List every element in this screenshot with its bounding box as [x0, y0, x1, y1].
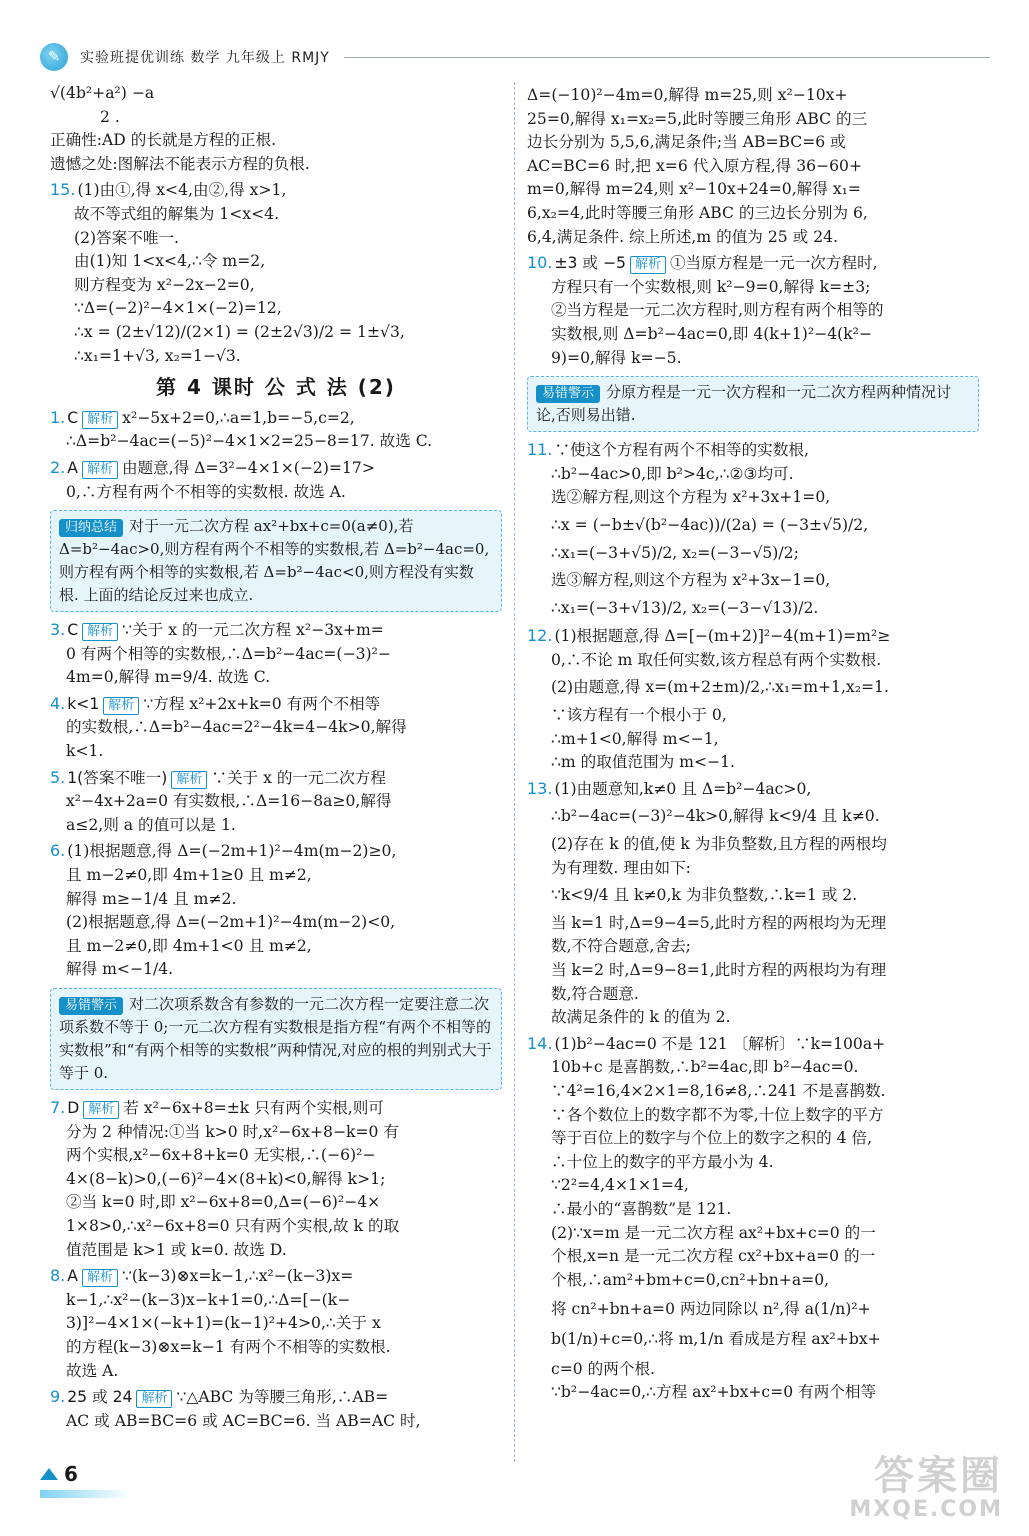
- left-column: [50, 82, 502, 1433]
- answer-text: 个根,x=n 是一元二次方程 cx²+bx+a=0 的一: [551, 1247, 876, 1266]
- answer-text: ∵关于 x 的一元二次方程 x²−3x+m=: [122, 621, 384, 640]
- question-number: 2.: [50, 457, 66, 477]
- answer-text: ∴十位上的数字的平方最小为 4.: [551, 1152, 774, 1171]
- answer-text: Δ=(−10)²−4m=0,解得 m=25,则 x²−10x+: [527, 86, 848, 104]
- answer-text: ∴m+1<0,解得 m<−1,: [551, 729, 719, 748]
- question-6: [50, 839, 502, 982]
- answer-text: 故不等式组的解集为 1<x<4.: [74, 204, 280, 223]
- warning-label: 易错警示: [536, 385, 600, 403]
- answer-text: b(1/n)+c=0,∴将 m,1/n 看成是方程 ax²+bx+: [551, 1329, 881, 1348]
- page-number-block: [40, 1462, 78, 1486]
- answer-text: 两个实根,x²−6x+8+k=0 无实根,∴(−6)²−: [66, 1146, 376, 1165]
- answer-choice: k<1: [67, 694, 100, 713]
- answer-text: (1)b²−4ac=0 不是 121 〔解析〕∵k=100a+: [554, 1034, 886, 1053]
- answer-text: a≤2,则 a 的值可以是 1.: [66, 815, 236, 834]
- answer-text: ∴最小的“喜鹊数”是 121.: [551, 1199, 732, 1218]
- answer-text: ∵k<9/4 且 k≠0,k 为非负整数,∴k=1 或 2.: [551, 886, 858, 905]
- answer-text: 3)]²−4×1×(−k+1)=(k−1)²+4>0,∴关于 x: [66, 1314, 381, 1333]
- intro-line: √(4b²+a²) −a: [50, 84, 155, 102]
- answer-text: ∴b²−4ac>0,即 b²>4c,∴②③均可.: [551, 464, 794, 483]
- intro-line: 2 .: [100, 107, 120, 126]
- answer-text: x²−4x+2a=0 有实数根,∴Δ=16−8a≥0,解得: [66, 792, 392, 811]
- warning-box: [527, 376, 979, 432]
- answer-text: 方程只有一个实数根,则 k²−9=0,解得 k=±3;: [551, 277, 871, 296]
- answer-text: AC 或 AB=BC=6 或 AC=BC=6. 当 AB=AC 时,: [66, 1411, 421, 1430]
- answer-text: 的方程(k−3)⊗x=k−1 有两个不相等的实数根.: [66, 1337, 391, 1356]
- answer-text: (2)存在 k 的值,使 k 为非负整数,且方程的两根均: [551, 835, 887, 854]
- answer-text: ∵该方程有一个根小于 0,: [551, 706, 727, 725]
- answer-text: (1)由题意知,k≠0 且 Δ=b²−4ac>0,: [554, 779, 812, 798]
- answer-text: 选③解方程,则这个方程为 x²+3x−1=0,: [551, 571, 831, 590]
- answer-text: x²−5x+2=0,∴a=1,b=−5,c=2,: [122, 408, 355, 427]
- question-2: [50, 456, 502, 504]
- question-number: 3.: [50, 620, 66, 640]
- warning-box: [50, 988, 502, 1090]
- answer-text: ∵2²=4,4×1×1=4,: [551, 1176, 689, 1195]
- analysis-tag: 解析: [82, 1269, 118, 1287]
- answer-text: 当 k=1 时,Δ=9−4=5,此时方程的两根均为无理: [551, 913, 887, 932]
- answer-text: ∴m 的取值范围为 m<−1.: [551, 753, 735, 772]
- book-logo-icon: ✎: [40, 43, 68, 71]
- answer-choice: A: [67, 1267, 78, 1286]
- intro-line: 正确性:AD 的长就是方程的正根.: [50, 131, 277, 150]
- answer-text: (1)由①,得 x<4,由②,得 x>1,: [77, 181, 287, 200]
- question-8: [50, 1264, 502, 1383]
- summary-box: [50, 510, 502, 612]
- answer-text: 由(1)知 1<x<4,∴令 m=2,: [74, 252, 266, 271]
- footer-band: [40, 1490, 130, 1498]
- question-number: 5.: [50, 767, 66, 787]
- answer-text: 且 m−2≠0,即 4m+1≥0 且 m≠2,: [66, 866, 312, 885]
- answer-text: ∵b²−4ac=0,∴方程 ax²+bx+c=0 有两个相等: [551, 1383, 877, 1402]
- question-5: [50, 766, 502, 838]
- analysis-tag: 解析: [630, 256, 666, 274]
- answer-text: 故满足条件的 k 的值为 2.: [551, 1008, 731, 1027]
- answer-text: ∴x₁=1+√3, x₂=1−√3.: [74, 346, 241, 365]
- question-number: 6.: [50, 841, 66, 861]
- question-7: [50, 1096, 502, 1262]
- answer-text: AC=BC=6 时,把 x=6 代入原方程,得 36−60+: [527, 156, 863, 175]
- answer-text: (1)根据题意,得 Δ=(−2m+1)²−4m(m−2)≥0,: [67, 842, 397, 861]
- question-13: [527, 777, 979, 1030]
- answer-text: ∵△ABC 为等腰三角形,∴AB=: [176, 1388, 389, 1407]
- watermark-main: 答案圈: [874, 1453, 1003, 1499]
- answer-text: ①当原方程是一元一次方程时,: [669, 254, 878, 273]
- answer-text: k<1.: [66, 742, 104, 761]
- answer-text: 实数根,则 Δ=b²−4ac=0,即 4(k+1)²−4(k²−: [551, 324, 872, 343]
- question-number: 1.: [50, 407, 66, 427]
- answer-text: ∴x = (2±√12)/(2×1) = (2±2√3)/2 = 1±√3,: [74, 322, 405, 341]
- analysis-tag: 解析: [82, 411, 118, 429]
- question-4: [50, 692, 502, 764]
- right-column: [527, 82, 979, 1405]
- answer-choice: D: [67, 1099, 80, 1117]
- answer-choice: C: [67, 621, 79, 640]
- answer-text: 4m=0,解得 m=9/4. 故选 C.: [66, 668, 271, 687]
- answer-text: ∵各个数位上的数字都不为零,十位上数字的平方: [551, 1105, 884, 1124]
- watermark-sub: MXQE.COM: [849, 1497, 1003, 1522]
- answer-text: (2)根据题意,得 Δ=(−2m+1)²−4m(m−2)<0,: [66, 913, 396, 932]
- answer-text: 1×8>0,∴x²−6x+8=0 只有两个实根,故 k 的取: [66, 1216, 400, 1235]
- answer-choice: A: [67, 458, 78, 477]
- answer-choice: C: [67, 408, 79, 427]
- answer-text: ∵4²=16,4×2×1=8,16≠8,∴241 不是喜鹊数.: [551, 1081, 886, 1100]
- question-number: 15.: [50, 180, 76, 200]
- answer-text: ∵关于 x 的一元二次方程: [211, 768, 386, 787]
- answer-text: 选②解方程,则这个方程为 x²+3x+1=0,: [551, 488, 831, 507]
- intro-line: 遗憾之处:图解法不能表示方程的负根.: [50, 154, 310, 173]
- answer-text: ②当 k=0 时,即 x²−6x+8=0,Δ=(−6)²−4×: [66, 1193, 381, 1212]
- answer-text: 若 x²−6x+8=±k 只有两个实根,则可: [123, 1099, 384, 1117]
- answer-text: 分为 2 种情况:①当 k>0 时,x²−6x+8−k=0 有: [66, 1122, 400, 1141]
- summary-label: 归纳总结: [59, 519, 123, 537]
- answer-text: 且 m−2≠0,即 4m+1<0 且 m≠2,: [66, 936, 312, 955]
- watermark: [833, 1442, 1003, 1522]
- answer-text: 数,不符合题意,舍去;: [551, 937, 691, 956]
- answer-text: ∵(k−3)⊗x=k−1,∴x²−(k−3)x=: [121, 1267, 354, 1286]
- question-number: 11.: [527, 440, 553, 460]
- answer-text: 故选 A.: [66, 1361, 119, 1380]
- warning-text: 对二次项系数含有参数的一元二次方程一定要注意二次项系数不等于 0;一元二次方程有实数根是指方程“有两个不相等的实数根”和“有两个相等的实数根”两种情况,对应的根的判别式大于等于 0.: [59, 995, 492, 1082]
- answer-text: 值范围是 k>1 或 k=0. 故选 D.: [66, 1240, 287, 1259]
- answer-text: (2)答案不唯一.: [74, 228, 180, 247]
- answer-text: 由题意,得 Δ=3²−4×1×(−2)=17>: [121, 458, 375, 477]
- warning-label: 易错警示: [59, 997, 123, 1015]
- analysis-tag: 解析: [103, 697, 139, 715]
- question-number: 10.: [527, 253, 553, 273]
- question-1: [50, 406, 502, 454]
- answer-text: ∴Δ=b²−4ac=(−5)²−4×1×2=25−8=17. 故选 C.: [66, 432, 433, 451]
- answer-text: ∵方程 x²+2x+k=0 有两个不相等: [143, 694, 381, 713]
- answer-choice: ±3 或 −5: [554, 254, 626, 273]
- question-10: [527, 251, 979, 370]
- header-rule: [344, 57, 990, 58]
- page-header: [40, 40, 990, 74]
- answer-text: (2)由题意,得 x=(m+2±m)/2,∴x₁=m+1,x₂=1.: [551, 678, 889, 697]
- answer-text: 0,∴方程有两个不相等的实数根. 故选 A.: [66, 482, 346, 501]
- analysis-tag: 解析: [171, 771, 207, 789]
- answer-text: 9)=0,解得 k=−5.: [551, 348, 682, 367]
- answer-text: 10b+c 是喜鹊数,∴b²=4ac,即 b²−4ac=0.: [551, 1058, 859, 1077]
- answer-text: ∴b²−4ac=(−3)²−4k>0,解得 k<9/4 且 k≠0.: [551, 807, 880, 826]
- question-14: [527, 1032, 979, 1405]
- answer-text: 则方程变为 x²−2x−2=0,: [74, 275, 255, 294]
- question-9-continued: [527, 84, 979, 249]
- answer-text: (1)根据题意,得 Δ=[−(m+2)]²−4(m+1)=m²≥: [554, 627, 891, 646]
- question-15: [50, 178, 502, 368]
- answer-choice: 25 或 24: [67, 1388, 133, 1407]
- answer-text: ②当方程是一元二次方程时,则方程有两个相等的: [551, 301, 884, 320]
- question-number: 14.: [527, 1033, 553, 1053]
- answer-text: ∵使这个方程有两个不相等的实数根,: [554, 441, 809, 460]
- answer-text: 解得 m<−1/4.: [66, 960, 174, 979]
- analysis-tag: 解析: [83, 1101, 119, 1119]
- answer-text: 解得 m≥−1/4 且 m≠2.: [66, 889, 237, 908]
- answer-text: 4×(8−k)>0,(−6)²−4×(8+k)<0,解得 k>1;: [66, 1169, 386, 1188]
- answer-text: ∴x₁=(−3+√5)/2, x₂=(−3−√5)/2;: [551, 543, 799, 562]
- question-11: [527, 438, 979, 620]
- answer-text: 25=0,解得 x₁=x₂=5,此时等腰三角形 ABC 的三: [527, 109, 868, 128]
- question-number: 12.: [527, 626, 553, 646]
- answer-text: ∴x₁=(−3+√13)/2, x₂=(−3−√13)/2.: [551, 598, 819, 617]
- answer-text: 6,4,满足条件. 综上所述,m 的值为 25 或 24.: [527, 227, 839, 246]
- question-number: 8.: [50, 1266, 66, 1286]
- answer-text: 等于百位上的数字与个位上的数字之积的 4 倍,: [551, 1129, 873, 1148]
- answer-text: 当 k=2 时,Δ=9−8=1,此时方程的两根均为有理: [551, 961, 887, 979]
- page-number: 6: [64, 1462, 78, 1486]
- answer-text: ∵Δ=(−2)²−4×1×(−2)=12,: [74, 299, 282, 318]
- lesson-title: 第 4 课时 公 式 法 (2): [156, 375, 396, 400]
- answer-text: m=0,解得 m=24,则 x²−10x+24=0,解得 x₁=: [527, 180, 861, 199]
- question-12: [527, 624, 979, 775]
- question-number: 4.: [50, 693, 66, 713]
- answer-text: 的实数根,∴Δ=b²−4ac=2²−4k=4−4k>0,解得: [66, 718, 407, 737]
- question-9: [50, 1385, 502, 1433]
- analysis-tag: 解析: [82, 461, 118, 479]
- question-number: 9.: [50, 1387, 66, 1407]
- answer-choice: 1(答案不唯一): [67, 768, 168, 787]
- answer-text: 边长分别为 5,5,6,满足条件;当 AB=BC=6 或: [527, 133, 846, 152]
- summary-text: 对于一元二次方程 ax²+bx+c=0(a≠0),若 Δ=b²−4ac>0,则方程有两个不相等的实数根,若 Δ=b²−4ac=0,则方程有两个相等的实数根,若 Δ=b²−4ac<0,则方程没有实数根. 上面的结论反过来也成立.: [59, 517, 490, 605]
- answer-text: k−1,∴x²−(k−3)x−k+1=0,∴Δ=[−(k−: [66, 1290, 351, 1309]
- analysis-tag: 解析: [82, 623, 118, 641]
- answer-text: 0 有两个相等的实数根,∴Δ=b²−4ac=(−3)²−: [66, 644, 391, 663]
- house-icon: [40, 1468, 58, 1480]
- answer-text: 为有理数. 理由如下:: [551, 858, 691, 877]
- answer-text: c=0 的两个根.: [551, 1359, 656, 1378]
- answer-text: (2)∵x=m 是一元二次方程 ax²+bx+c=0 的一: [551, 1223, 876, 1242]
- answer-text: 将 cn²+bn+a=0 两边同除以 n²,得 a(1/n)²+: [551, 1300, 871, 1319]
- answer-text: ∴x = (−b±√(b²−4ac))/(2a) = (−3±√5)/2,: [551, 515, 869, 534]
- answer-text: 数,符合题意.: [551, 984, 639, 1003]
- question-number: 7.: [50, 1098, 66, 1117]
- answer-text: 个根,∴am²+bm+c=0,cn²+bn+a=0,: [551, 1270, 830, 1289]
- column-divider: [514, 82, 515, 1462]
- question-3: [50, 618, 502, 690]
- header-title: 实验班提优训练 数学 九年级上 RMJY: [80, 50, 330, 66]
- warning-text: 分原方程是一元一次方程和一元二次方程两种情况讨论,否则易出错.: [536, 383, 952, 425]
- answer-text: 0,∴不论 m 取任何实数,该方程总有两个实数根.: [551, 650, 882, 669]
- question-number: 13.: [527, 778, 553, 798]
- analysis-tag: 解析: [136, 1390, 172, 1408]
- answer-text: 6,x₂=4,此时等腰三角形 ABC 的三边长分别为 6,: [527, 203, 868, 222]
